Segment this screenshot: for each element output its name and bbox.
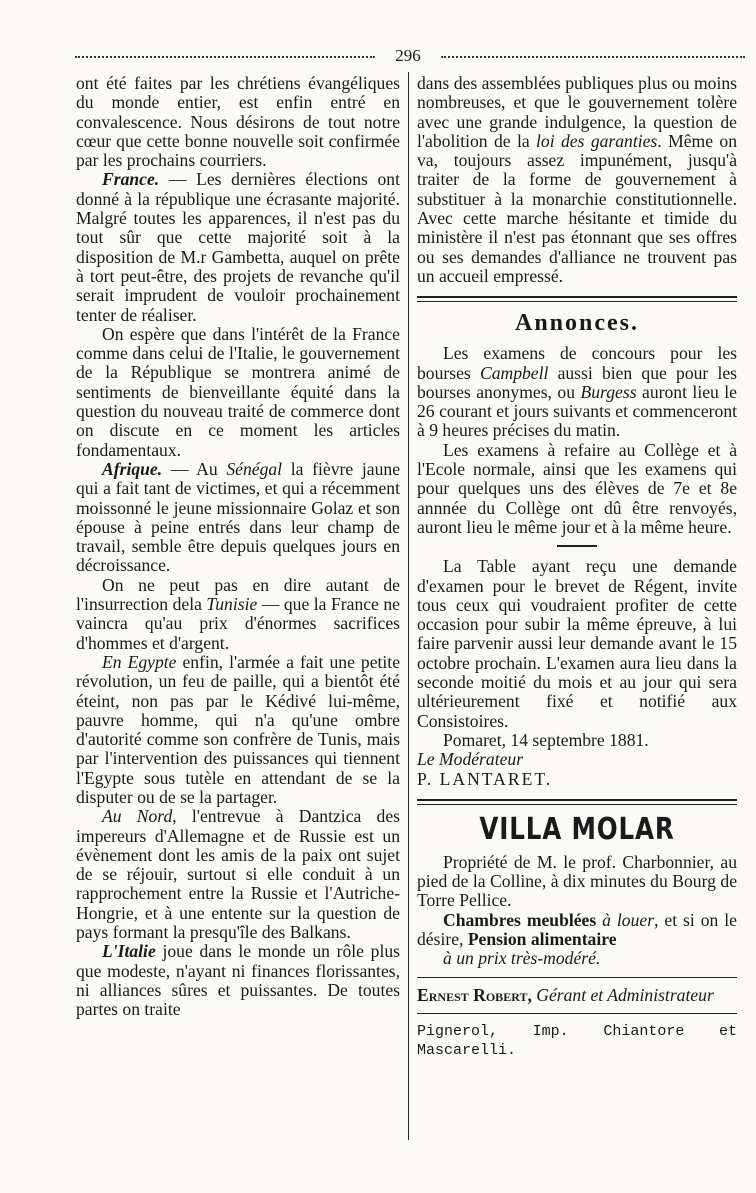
paragraph (76, 325, 400, 460)
left-column (76, 74, 400, 1020)
section-heading: Afrique. (102, 458, 163, 479)
emphasis: loi des garanties (536, 130, 658, 151)
news-afrique (76, 460, 400, 576)
villa-title: VILLA MOLAR (479, 811, 675, 847)
place-date: Pomaret, 14 septembre 1881. (443, 729, 649, 750)
annonces-title: Annonces. (514, 310, 640, 337)
rule (417, 1013, 737, 1014)
emphasis: Burgess (580, 381, 637, 402)
right-column (417, 74, 737, 1060)
double-rule (417, 799, 737, 805)
page-number: 296 (395, 46, 421, 65)
short-rule (557, 545, 597, 547)
double-rule (417, 296, 737, 302)
signature-name: P. LANTARET. (417, 768, 553, 789)
paragraph-text: enfin, l'armée a fait une petite révolution, un feu de paille, qui a bientôt été éteint, non pas par le Kédivé lui-même, pauvre homme, qui n'a qu'une ombre d'autorité comme son confrère de Tunis, mais par l'intervention des puissances qui tiennent l'Egypte sous tutèle en attendant de se la disputer ou de se la partager. (76, 651, 400, 807)
paragraph-text: La Table ayant reçu une demande d'examen pour le brevet de Régent, invite tous ceux qui voudraient profiter de cette occasion pour subir la même épreuve, à lui faire parvenir aussi leur demande avant le 15 octobre prochain. L'examen aura lieu dans la seconde moitié du mois et au jour qui sera ultérieurement fixé et notifié aux Consistoires. (417, 556, 737, 731)
news-france (76, 170, 400, 324)
editor-name: Ernest Robert, (417, 984, 532, 1005)
column-divider (408, 72, 409, 1140)
emphasis: à louer (596, 909, 655, 930)
section-heading: France. (102, 169, 160, 190)
editor-role: Gérant et Administrateur (531, 984, 714, 1005)
paragraph-continued (417, 74, 737, 286)
paragraph-text: aussi bien que pour les bourses anonymes, ou (417, 362, 737, 402)
paragraph-text: On ne peut pas en dire autant de l'insurrection dela (76, 574, 400, 615)
paragraph-text: — Les dernières élections ont donné à la république une écrasante majorité. Malgré toutes les apparences, il n'est pas du tout sûr que cette majorité soit à la disposition de M.r Gambetta, auquel on prête à tort peut-être, des projets de revanche qu'il serait imprudent de vouloir prochainement tenter de réaliser. (76, 169, 400, 325)
printer-line: Pignerol, Imp. Chiantore et Mascarelli. (417, 1022, 737, 1060)
place-name: Sénégal (226, 458, 283, 479)
paragraph-text: joue dans le monde un rôle plus que modeste, n'ayant ni finances florissantes, ni alliances sûres et puissantes. De toutes partes on traite (76, 941, 400, 1020)
news-italie (76, 942, 400, 1019)
paragraph-text: la fièvre jaune qui a fait tant de victimes, et qui a récemment moissonné le jeune missionnaire Golaz et son épouse à peine entrés dans leur champ de travail, semble être depuis quelques jours en décroissance. (76, 458, 401, 576)
paragraph-text: ont été faites par les chrétiens évangéliques du monde entier, est enfin entré en convalescence. Nous désirons de tout notre cœur que cette bonne nouvelle soit confirmée par les prochains courriers. (76, 73, 400, 171)
emphasis-bold: Pension alimentaire (467, 928, 617, 949)
annonce-regent (417, 557, 737, 731)
paragraph-text: Les examens de concours pour les bourses (417, 343, 737, 383)
annonce-examens (417, 441, 737, 537)
paragraph-text: dans des assemblées publiques plus ou moins nombreuses, et que le gouvernement tolère avec une grande indulgence, la question de l'abolition de la (417, 73, 737, 151)
paragraph-text: , et si on le désire, (417, 909, 737, 949)
villa-price: à un prix très-modéré. (443, 948, 601, 969)
paragraph-text: Les examens à refaire au Collège et à l'Ecole normale, ainsi que les examens qui pour quelques uns des élèves de 7e et 8e annnée du Collège ont dû être renvoyés, auront lieu le même jour et à la même heure. (417, 439, 737, 537)
editor-line (417, 986, 737, 1005)
news-egypte (76, 653, 400, 807)
paragraph-text: auront lieu le 26 courant et jours suivants et commenceront à 9 heures précises du matin. (417, 381, 737, 441)
section-lead: Au Nord (102, 806, 173, 827)
header-dotted-rule-right (441, 56, 745, 58)
emphasis-bold: Chambres meublées (443, 909, 597, 930)
paragraph-text: On espère que dans l'intérêt de la France comme dans celui de l'Italie, le gouvernement de la République se montrera animé de sentiments de bienveillante équité dans la question du nouveau traité de commerce dont on discute en ce moment les articles fondamentaux. (76, 323, 400, 460)
villa-offer (417, 911, 737, 950)
paragraph-text: — que la France ne vaincra qu'au prix d'énormes sacrifices d'hommes et d'argent. (76, 594, 400, 653)
paragraph-text: — Au (162, 458, 227, 479)
paragraph (76, 576, 400, 653)
news-nord (76, 807, 400, 942)
place-name: Tunisie (206, 594, 258, 615)
emphasis: Campbell (479, 362, 549, 383)
paragraph-text: . Même on va, toujours assez impunément, jusqu'à traiter de la forme de gouvernement à substituer à la monarchie constitutionnelle. Avec cette marche hésitante et timide du ministère il n'est pas étonnant que ses offres ou ses demandes d'alliance ne trouvent pas un accueil empressé. (417, 130, 737, 286)
rule (417, 977, 737, 978)
section-heading: L'Italie (102, 941, 156, 962)
villa-description: Propriété de M. le prof. Charbonnier, au pied de la Colline, à dix minutes du Bourg de Torre Pellice. (417, 851, 737, 911)
signature-title: Le Modérateur (417, 749, 524, 770)
section-lead: En Egypte (102, 651, 177, 672)
paragraph-text: , l'entrevue à Dantzica des impereurs d'Allemagne et de Russie est un évènement dont les amis de la paix ont sujet de se réjouir, surtout si elle conduit à un rapprochement entre la Russie et l'Autriche-Hongrie, et à une entente sur la question de pays formant la presqu'île des Balkans. (76, 806, 400, 943)
page-header (75, 46, 745, 66)
header-dotted-rule-left (75, 56, 375, 58)
paragraph (76, 74, 400, 170)
annonce-bourses (417, 344, 737, 440)
